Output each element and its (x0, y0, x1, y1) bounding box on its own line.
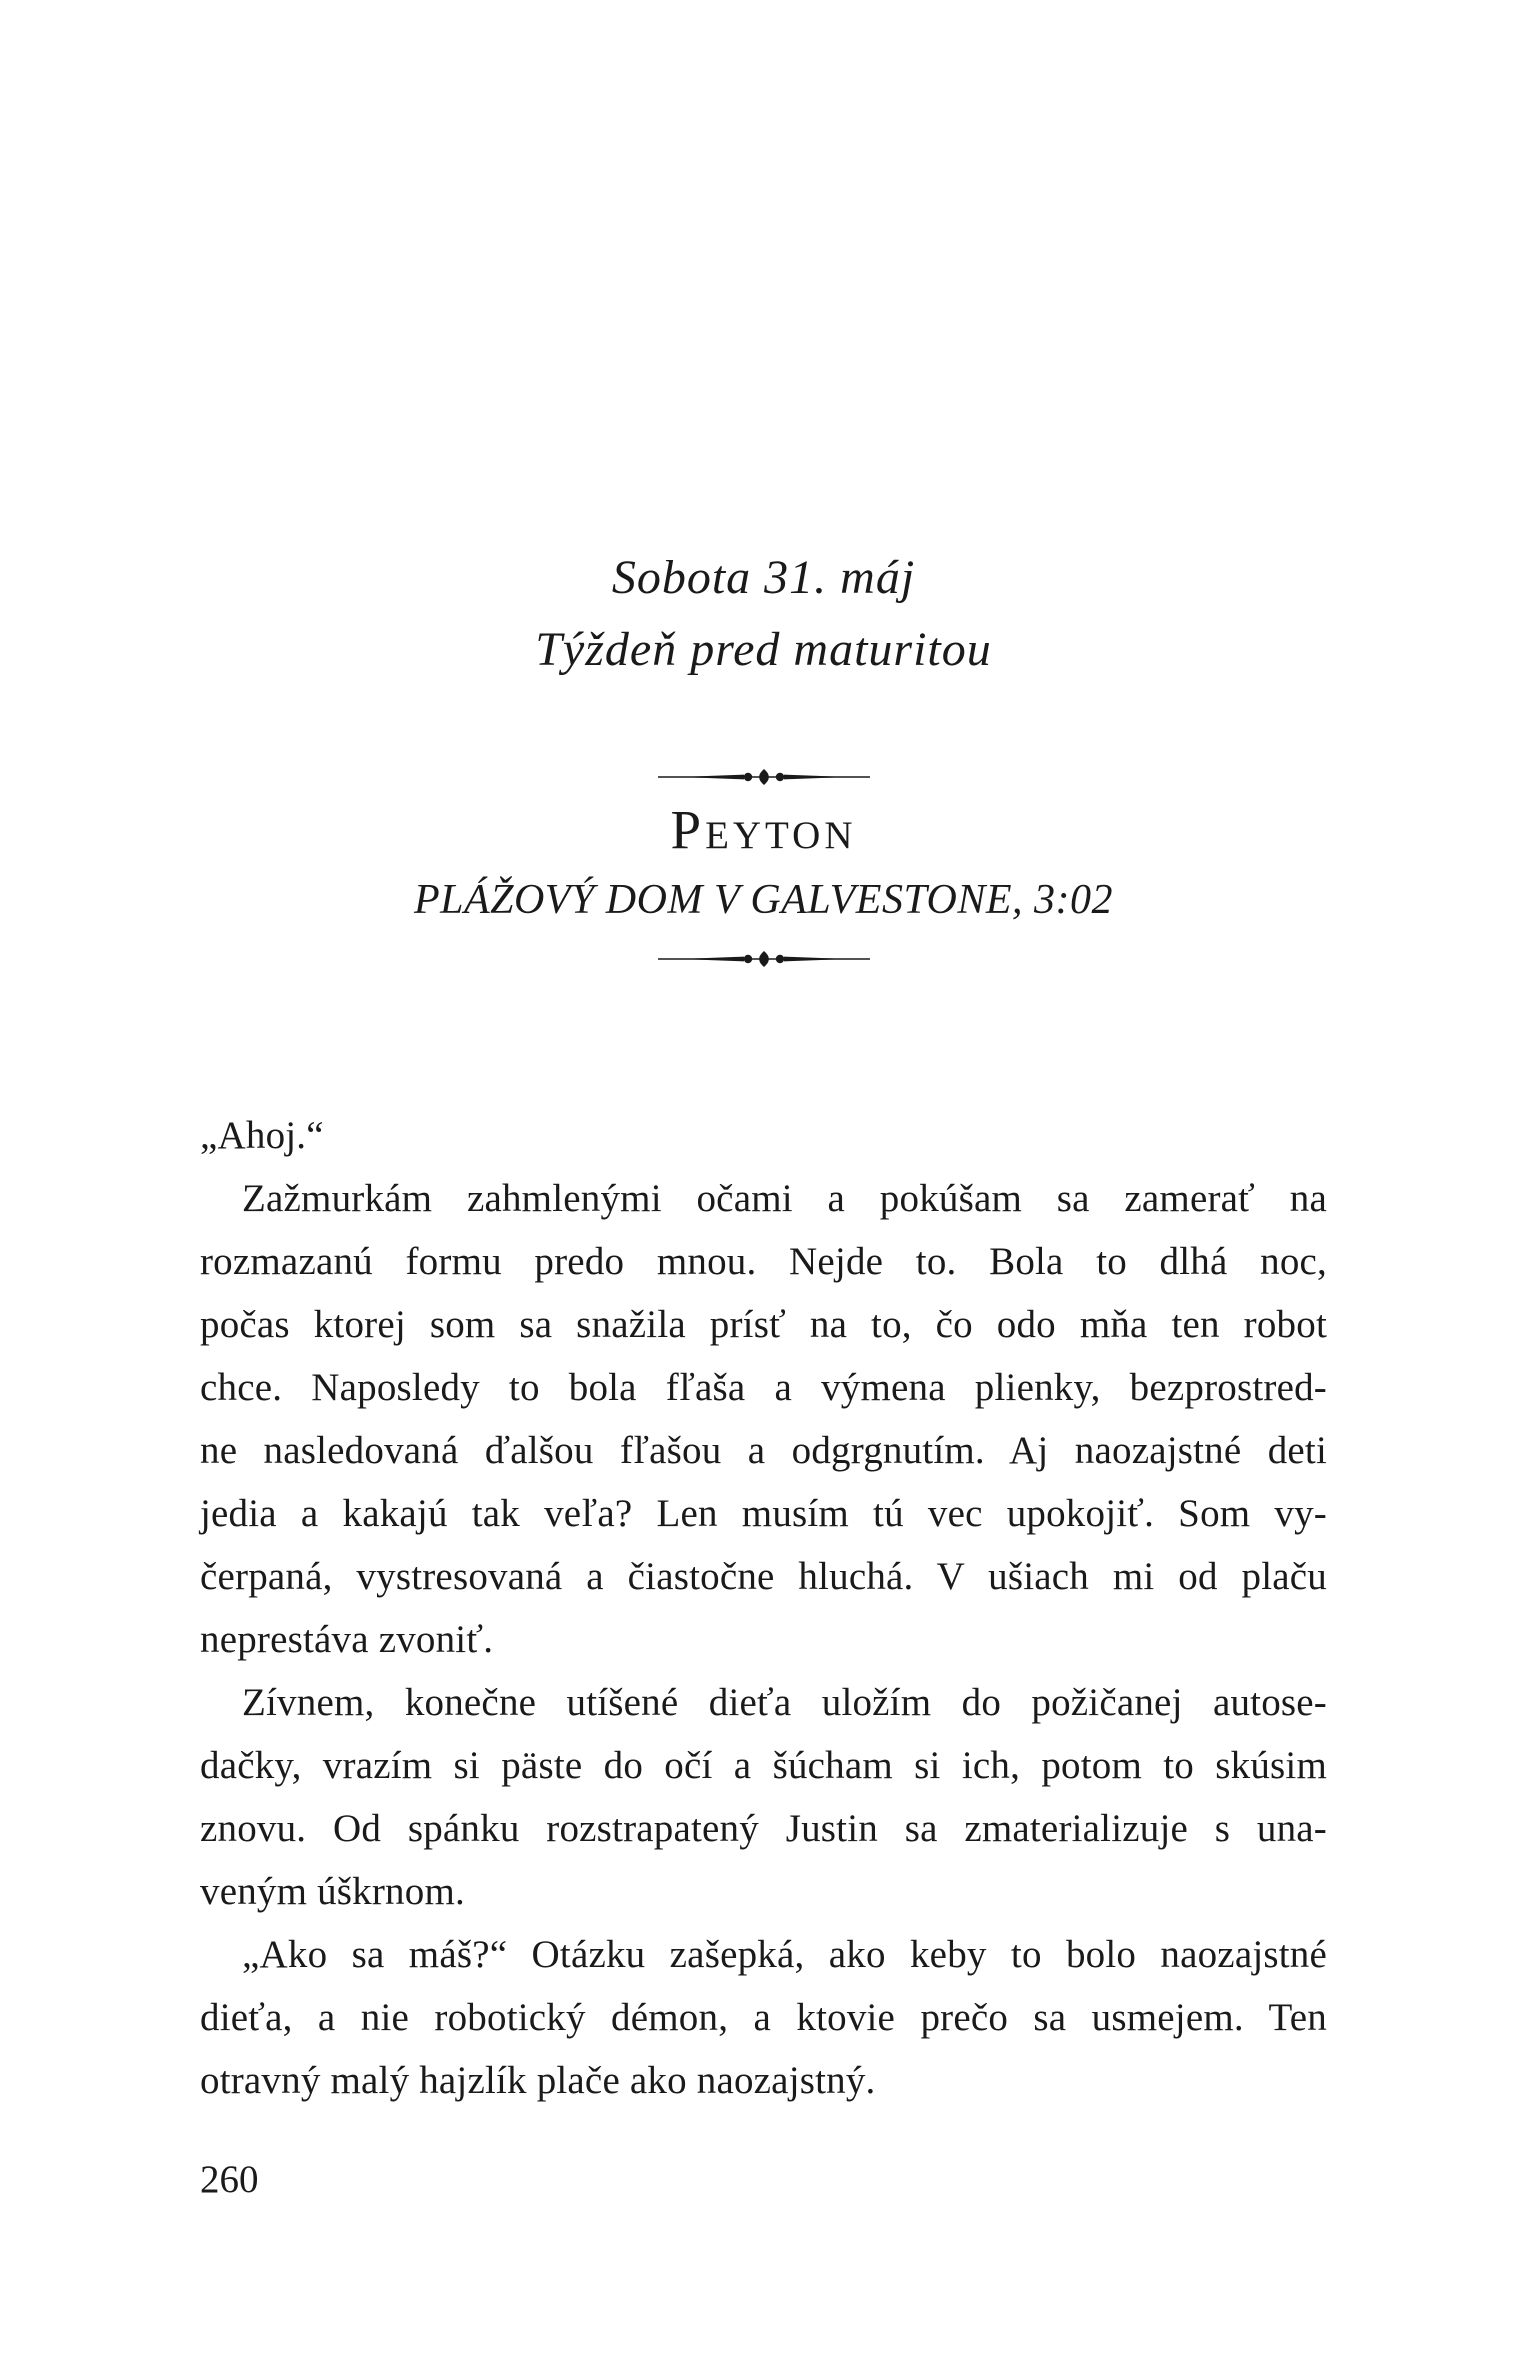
body-line: neprestáva zvoniť. (200, 1618, 494, 1661)
date-heading-line1: Sobota 31. máj (611, 551, 916, 604)
scene-location-time: PLÁŽOVÝ DOM V GALVESTONE, 3:02 (413, 877, 1114, 923)
page-number: 260 (200, 2158, 259, 2201)
body-line: dačky, vrazím si päste do očí a šúcham si ich, potom to skúsim (200, 1744, 1327, 1787)
body-line: dieťa, a nie robotický démon, a ktovie prečo sa usmejem. Ten (200, 1996, 1327, 2039)
body-line: jedia a kakajú tak veľa? Len musím tú vec upokojiť. Som vy- (200, 1492, 1327, 1535)
body-line: „Ahoj.“ (200, 1114, 324, 1157)
date-heading-line2: Týždeň pred maturitou (535, 623, 992, 676)
body-line: rozmazanú formu predo mnou. Nejde to. Bola to dlhá noc, (200, 1240, 1327, 1283)
body-line: čerpaná, vystresovaná a čiastočne hluchá. V ušiach mi od plaču (200, 1555, 1327, 1598)
body-line: otravný malý hajzlík plače ako naozajstný. (200, 2059, 876, 2102)
body-line: veným úškrnom. (200, 1870, 465, 1913)
body-line: Zažmurkám zahmlenými očami a pokúšam sa zamerať na (242, 1177, 1327, 1220)
body-line: „Ako sa máš?“ Otázku zašepká, ako keby to bolo naozajstné (242, 1933, 1327, 1976)
divider-ornament-icon (656, 950, 872, 968)
body-text-block (200, 1104, 1327, 2112)
body-line: ne nasledovaná ďalšou fľašou a odgrgnutím. Aj naozajstné deti (200, 1429, 1327, 1472)
body-line: počas ktorej som sa snažila prísť na to, čo odo mňa ten robot (200, 1303, 1327, 1346)
chapter-date-heading (200, 542, 1327, 686)
section-divider-bottom (200, 950, 1327, 968)
pov-character-name: Peyton (670, 799, 857, 860)
divider-ornament-icon (656, 768, 872, 786)
body-line: chce. Naposledy to bola fľaša a výmena plienky, bezprostred- (200, 1366, 1327, 1409)
section-divider-top (200, 768, 1327, 786)
body-line: Zívnem, konečne utíšené dieťa uložím do požičanej autose- (242, 1681, 1327, 1724)
body-line: znovu. Od spánku rozstrapatený Justin sa zmaterializuje s una- (200, 1807, 1327, 1850)
